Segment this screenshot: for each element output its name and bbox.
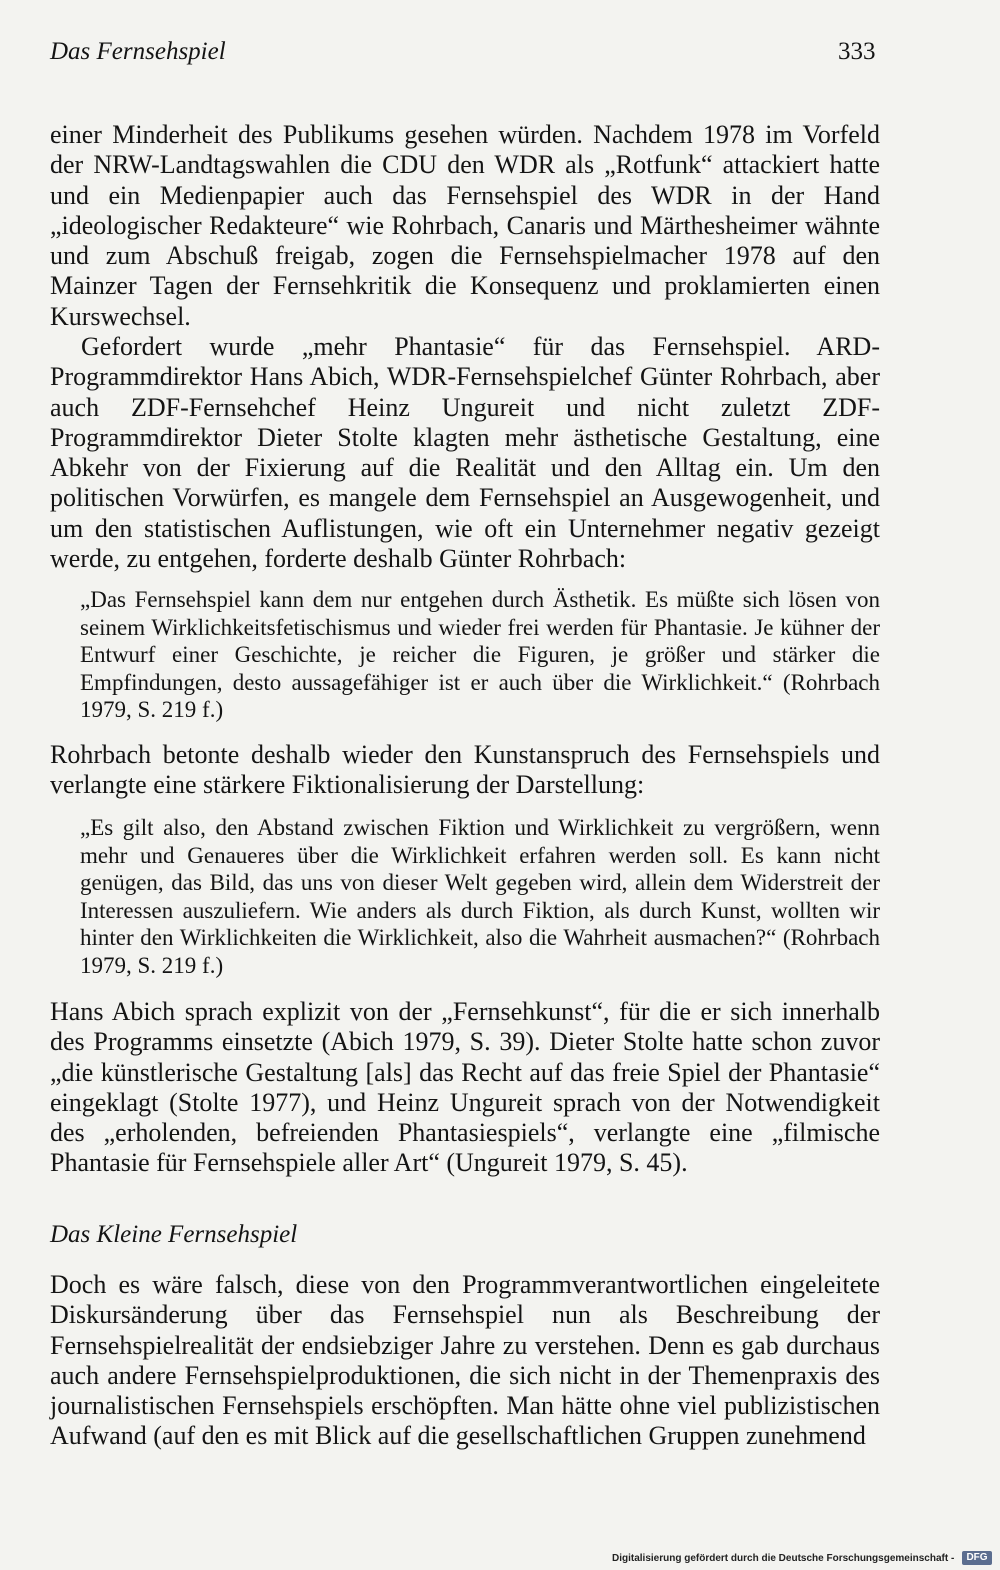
digitization-credit: Digitalisierung gefördert durch die Deutsche Forschungsgemeinschaft - bbox=[612, 1553, 955, 1564]
block-quote-2: „Es gilt also, den Abstand zwischen Fiktion und Wirklichkeit zu vergrößern, wenn mehr und Genaueres über die Wirklichkeit erfahren werden soll. Es kann nicht genügen, das Bild, das uns von dieser Welt gegeben wird, allein dem Widerstreit der Interessen auszuliefern. Wie anders als durch Fiktion, als durch Kunst, wollten wir hinter den Wirklichkeiten die Wirklichkeit, also die Wahrheit ausmachen?“ (Rohrbach 1979, S. 219 f.) bbox=[80, 815, 880, 978]
page-number: 333 bbox=[838, 38, 876, 65]
paragraph-1: einer Minderheit des Publikums gesehen würden. Nachdem 1978 im Vorfeld der NRW-Landtagswahlen die CDU den WDR als „Rotfunk“ attackiert hatte und ein Medienpapier auch das Fernsehspiel des WDR in der Hand „ideologischer Redakteure“ wie Rohrbach, Canaris und Märthesheimer wähnte und zum Abschuß freigab, zogen die Fernsehspielmacher 1978 auf den Mainzer Tagen der Fernsehkritik die Konsequenz und proklamierten einen Kurswechsel. bbox=[50, 120, 880, 331]
paragraph-4: Hans Abich sprach explizit von der „Fernsehkunst“, für die er sich innerhalb des Programms einsetzte (Abich 1979, S. 39). Dieter Stolte hatte schon zuvor „die künstlerische Gestaltung [als] das Recht auf das freie Spiel der Phantasie“ eingeklagt (Stolte 1977), und Heinz Ungureit sprach von der Notwendigkeit des „erholenden, befreienden Phantasiespiels“, verlangte eine „filmische Phantasie für Fernsehspiele aller Art“ (Ungureit 1979, S. 45). bbox=[50, 997, 880, 1178]
paragraph-2: Gefordert wurde „mehr Phantasie“ für das Fernsehspiel. ARD-Programmdirektor Hans Abich, WDR-Fernsehspielchef Günter Rohrbach, aber auch ZDF-Fernsehchef Heinz Ungureit und nicht zuletzt ZDF-Programmdirektor Dieter Stolte klagten mehr ästhetische Gestaltung, eine Abkehr von der Fixierung auf die Realität und den Alltag ein. Um den politischen Vorwürfen, es mangele dem Fernsehspiel an Ausgewogenheit, und um den statistischen Auflistungen, wie oft ein Unternehmer negativ gezeigt werde, zu entgehen, forderte deshalb Günter Rohrbach: bbox=[50, 332, 880, 574]
section-heading: Das Kleine Fernsehspiel bbox=[50, 1221, 298, 1248]
dfg-logo: DFG bbox=[962, 1551, 992, 1565]
paragraph-5: Doch es wäre falsch, diese von den Programmverantwortlichen eingeleitete Diskursänderung über das Fernsehspiel nun als Beschreibung der Fernsehspielrealität der endsiebziger Jahre zu verstehen. Denn es gab durchaus auch andere Fernsehspielproduktionen, die sich nicht in der Themenpraxis des journalistischen Fernsehspiels erschöpften. Man hätte ohne viel publizistischen Aufwand (auf den es mit Blick auf die gesellschaftlichen Gruppen zunehmend bbox=[50, 1270, 880, 1451]
block-quote-1: „Das Fernsehspiel kann dem nur entgehen durch Ästhetik. Es müßte sich lösen von seinem Wirklichkeitsfetischismus und wieder frei werden für Phantasie. Je kühner der Entwurf einer Geschichte, je reicher die Figuren, je größer und stärker die Empfindungen, desto aussagefähiger ist er auch über die Wirklichkeit.“ (Rohrbach 1979, S. 219 f.) bbox=[80, 587, 880, 722]
paragraph-3: Rohrbach betonte deshalb wieder den Kunstanspruch des Fernsehspiels und verlangte eine stärkere Fiktionalisierung der Darstellung: bbox=[50, 740, 880, 800]
running-title: Das Fernsehspiel bbox=[50, 38, 226, 65]
